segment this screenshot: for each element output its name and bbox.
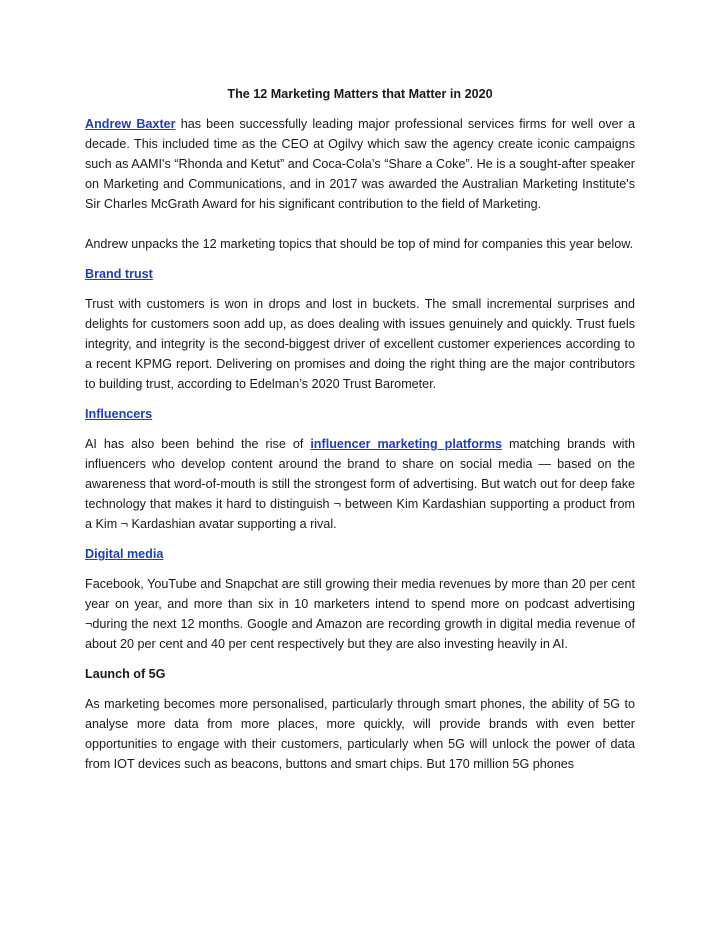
- summary-paragraph: Andrew unpacks the 12 marketing topics that should be top of mind for companies this year below.: [85, 237, 634, 251]
- digital-media-paragraph: Facebook, YouTube and Snapchat are still growing their media revenues by more than 20 per cent year on year, and more than six in 10 marketers intend to spend more on podcast advertising ¬during the next 12 months. Google and Amazon are recording growth in digital media revenue of about 20 per cent and 40 per cent respectively but they are also investing heavily in AI.: [85, 577, 635, 651]
- influencers-text-after: matching brands with influencers who develop content around the brand to share on social media — based on the awareness that word-of-mouth is still the strongest form of advertising. But watch out for deep fake technology that makes it hard to distinguish ¬ between Kim Kardashian supporting a product from a Kim ¬ Kardashian avatar supporting a rival.: [85, 437, 635, 531]
- influencer-platforms-link[interactable]: influencer marketing platforms: [310, 437, 503, 451]
- section-heading-digital-media: [85, 544, 635, 564]
- influencers-paragraph: [85, 434, 635, 534]
- intro-paragraph: [85, 114, 635, 214]
- brand-trust-link[interactable]: Brand trust: [85, 267, 153, 281]
- influencers-link[interactable]: Influencers: [85, 407, 153, 421]
- digital-media-link[interactable]: Digital media: [85, 547, 164, 561]
- section-heading-influencers: [85, 404, 635, 424]
- launch-5g-paragraph: As marketing becomes more personalised, particularly through smart phones, the ability of 5G to analyse more data from more places, more quickly, will provide brands with even better opportunities to engage with their customers, particularly when 5G will unlock the power of data from IOT devices such as beacons, buttons and smart chips. But 170 million 5G phones: [85, 697, 635, 771]
- document-page: [85, 84, 635, 774]
- intro-text: has been successfully leading major professional services firms for well over a decade. This included time as the CEO at Ogilvy which saw the agency create iconic campaigns such as AAMI's “Rhonda and Ketut” and Coca-Cola’s “Share a Coke”. He is a sought-after speaker on Marketing and Communications, and in 2017 was awarded the Australian Marketing Institute's Sir Charles McGrath Award for his significant contribution to the field of Marketing.: [85, 117, 635, 211]
- brand-trust-paragraph: Trust with customers is won in drops and lost in buckets. The small incremental surprises and delights for customers soon add up, as does dealing with issues genuinely and quickly. Trust fuels integrity, and integrity is the second-biggest driver of excellent customer experiences according to a recent KPMG report. Delivering on promises and doing the right thing are the major contributors to building trust, according to Edelman’s 2020 Trust Barometer.: [85, 297, 635, 391]
- section-heading-launch-5g: Launch of 5G: [85, 667, 166, 681]
- influencers-text-before: AI has also been behind the rise of: [85, 437, 304, 451]
- author-link[interactable]: Andrew Baxter: [85, 117, 176, 131]
- document-title: The 12 Marketing Matters that Matter in 2020: [227, 87, 493, 101]
- section-heading-brand-trust: [85, 264, 635, 284]
